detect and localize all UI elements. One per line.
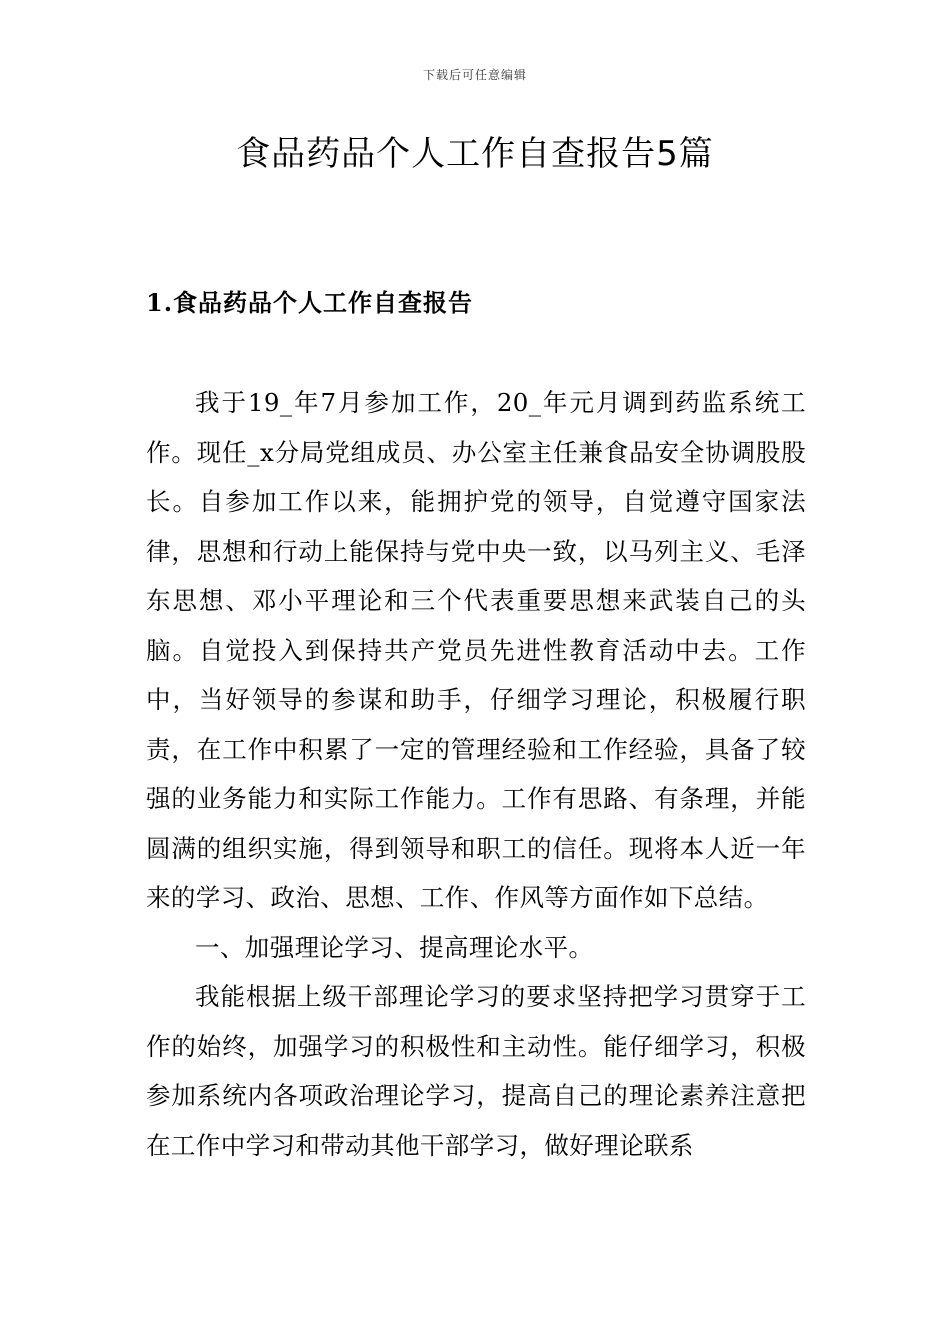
paragraph-intro: 我于19_年7月参加工作，20_年元月调到药监系统工作。现任_x分局党组成员、办公室主任兼食品安全协调股股长。自参加工作以来，能拥护党的领导，自觉遵守国家法律，思想和行动上能保持与党中央一致，以马列主义、毛泽东思想、邓小平理论和三个代表重要思想来武装自己的头脑。自觉投入到保持共产党员先进性教育活动中去。工作中，当好领导的参谋和助手，仔细学习理论，积极履行职责，在工作中积累了一定的管理经验和工作经验，具备了较强的业务能力和实际工作能力。工作有思路、有条理，并能圆满的组织实施，得到领导和职工的信任。现将本人近一年来的学习、政治、思想、工作、作风等方面作如下总结。 <box>146 388 806 912</box>
paragraph-study: 我能根据上级干部理论学习的要求坚持把学习贯穿于工作的始终，加强学习的积极性和主动性。能仔细学习，积极参加系统内各项政治理论学习，提高自己的理论素养注意把在工作中学习和带动其他干部学习，做好理论联系 <box>146 982 806 1160</box>
section-heading: 1.食品药品个人工作自查报告 <box>146 288 474 317</box>
paragraph-subheading: 一、加强理论学习、提高理论水平。 <box>195 932 594 962</box>
document-title: 食品药品个人工作自查报告5篇 <box>236 134 714 174</box>
header-note: 下载后可任意编辑 <box>422 68 527 82</box>
document-body <box>146 378 806 1170</box>
